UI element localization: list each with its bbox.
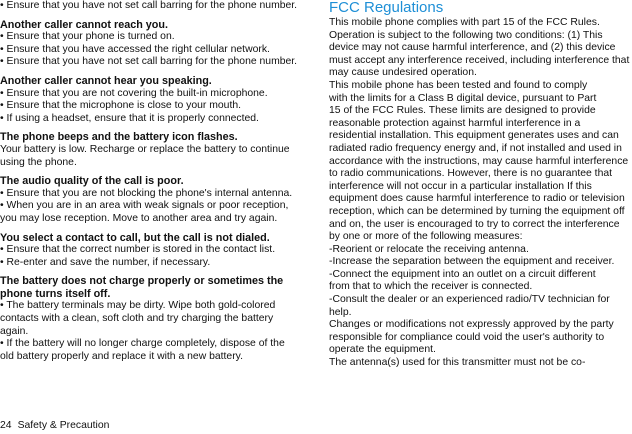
fcc-line: reception, which can be determined by turning the equipment off [329,205,625,217]
section-battery-beeps [0,131,303,169]
section-line: • Ensure that your phone is turned on. [0,31,175,43]
section-battery-charge [0,275,303,363]
fcc-line: -Consult the dealer or an experienced radio/TV technician for [329,294,610,306]
fcc-line: must accept any interference received, including interference that [329,54,630,66]
fcc-line: reasonable protection against harmful interference in a [329,117,581,129]
fcc-line: responsible for compliance could void the user's authority to [329,331,605,343]
section-line: contacts with a clean, soft cloth and try charging the battery [0,313,274,325]
fcc-line: to radio communications. However, there is no guarantee that [329,168,613,180]
fcc-line: Operation is subject to the following two conditions: (1) This [329,29,603,41]
section-line: Your battery is low. Recharge or replace the battery to continue [0,143,290,155]
section-line: • Ensure that the microphone is close to your mouth. [0,100,242,112]
troubleshooting-column [0,0,303,363]
fcc-line: operate the equipment. [329,344,436,356]
fcc-line: from that to which the receiver is connected. [329,281,533,293]
fcc-line: 15 of the FCC Rules. These limits are designed to provide [329,105,596,117]
section-line: • Ensure that you have accessed the right cellular network. [0,43,270,55]
fcc-line: residential installation. This equipment generates uses and can [329,130,619,142]
section-audio-quality [0,175,303,225]
section-line: • Ensure that you are not blocking the phone's internal antenna. [0,187,293,199]
section-title: Another caller cannot hear you speaking. [0,74,212,87]
section-line: • The battery terminals may be dirty. Wipe both gold-colored [0,300,276,312]
section-line: • Ensure that you have not set call barring for the phone number. [0,56,298,68]
fcc-line: Changes or modifications not expressly approved by the party [329,319,614,331]
fcc-line: radiated radio frequency energy and, if not installed and used in [329,142,622,154]
fcc-line: The antenna(s) used for this transmitter must not be co- [329,357,586,369]
fcc-line: by one or more of the following measures: [329,231,523,243]
section-not-dialed [0,232,303,270]
fcc-line: This mobile phone complies with part 15 of the FCC Rules. [329,17,600,28]
fcc-line: with the limits for a Class B digital device, pursuant to Part [329,92,597,104]
fcc-line: This mobile phone has been tested and found to comply [329,79,588,91]
fcc-line: -Reorient or relocate the receiving antenna. [329,243,529,255]
fcc-line: may cause undesired operation. [329,67,477,79]
section-line: you may lose reception. Move to another area and try again. [0,212,278,224]
fcc-line: equipment does cause harmful interference to radio or television [329,193,625,205]
fcc-line: -Connect the equipment into an outlet on a circuit different [329,268,596,280]
section-cannot-hear [0,75,303,125]
section-title: The audio quality of the call is poor. [0,175,184,188]
fcc-line: -Increase the separation between the equipment and receiver. [329,256,615,268]
fcc-line: help. [329,306,352,318]
section-line: again. [0,325,29,337]
fcc-line: and on, the user is encouraged to try to correct the interference [329,218,620,230]
section-line: • Re-enter and save the number, if necessary. [0,256,211,268]
footer-section: Safety & Precaution [17,420,110,431]
section-title: The phone beeps and the battery icon flashes. [0,131,238,144]
section-line: • When you are in an area with weak signals or poor reception, [0,200,289,212]
fcc-line: accordance with the instructions, may cause harmful interference [329,155,629,167]
section-line: • If the battery will no longer charge completely, dispose of the [0,338,285,350]
section-title: Another caller cannot reach you. [0,18,168,31]
top-line: • Ensure that you have not set call barring for the phone number. [0,0,298,11]
page-number: 24 [0,420,12,431]
section-line: old battery properly and replace it with a new battery. [0,350,243,362]
section-line: • If using a headset, ensure that it is properly connected. [0,112,259,124]
page-footer [0,420,109,431]
section-title: The battery does not charge properly or sometimes the phone turns itself off. [0,275,284,300]
section-cannot-reach [0,19,303,69]
fcc-column [329,0,632,370]
fcc-heading: FCC Regulations [329,0,444,16]
section-line: • Ensure that the correct number is stored in the contact list. [0,244,276,256]
fcc-line: interference will not occur in a particular installation If this [329,180,592,192]
section-line: using the phone. [0,156,77,168]
section-line: • Ensure that you are not covering the built-in microphone. [0,87,268,99]
section-title: You select a contact to call, but the call is not dialed. [0,231,270,244]
fcc-line: device may not cause harmful interference, and (2) this device [329,42,616,54]
fcc-body [329,17,632,370]
